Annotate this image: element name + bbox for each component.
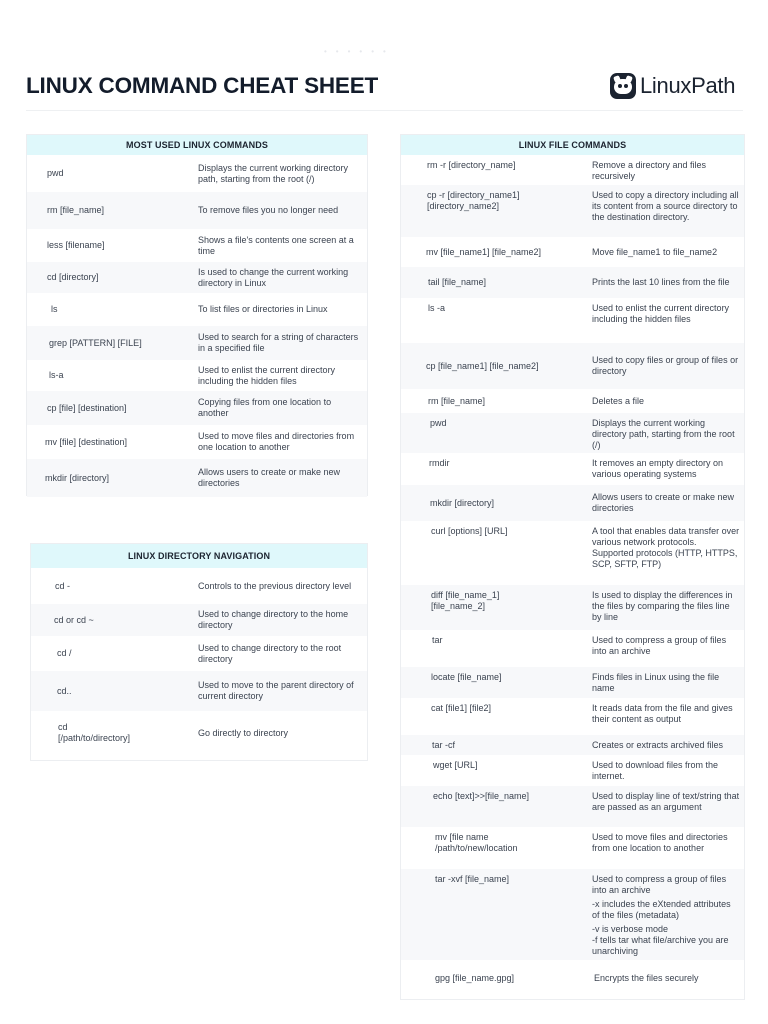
- table-row: [31, 604, 367, 636]
- table-row: [401, 185, 744, 237]
- description-cell: Used to download files from the internet.: [592, 760, 719, 781]
- command-cell: gpg [file_name.gpg]: [435, 972, 515, 983]
- command-cell: pwd: [47, 168, 64, 178]
- table-row: [401, 155, 744, 185]
- description-cell: Encrypts the files securely: [594, 972, 699, 983]
- page-title: LINUX COMMAND CHEAT SHEET: [26, 73, 379, 98]
- table-row: [401, 389, 744, 413]
- command-cell: cp [file] [destination]: [47, 402, 127, 413]
- table-row: [401, 869, 744, 960]
- command-cell: ls-a: [49, 370, 64, 380]
- table-row: [401, 298, 744, 343]
- command-cell: pwd: [430, 418, 447, 428]
- description-cell: Used to search for a string of characters in a specified file: [198, 332, 359, 353]
- table-row: [31, 636, 367, 671]
- table-row: [401, 585, 744, 630]
- navigation-rows: [31, 568, 367, 755]
- description-cell: Used to enlist the current directory including the hidden files: [592, 303, 730, 324]
- command-cell: diff [file_name_1] [file_name_2]: [431, 590, 500, 611]
- command-cell: rmdir: [429, 458, 450, 468]
- description-cell: Used to compress a group of files into an archive: [592, 635, 727, 656]
- command-cell: rm -r [directory_name]: [427, 160, 516, 170]
- command-cell: ls: [51, 304, 58, 314]
- command-cell: less [filename]: [47, 240, 105, 250]
- description-cell: Allows users to create or make new directories: [198, 467, 341, 488]
- table-row: [27, 391, 367, 425]
- table-row: [401, 698, 744, 735]
- command-cell: rm [file_name]: [428, 395, 486, 406]
- table-row: [31, 568, 367, 604]
- description-cell: [592, 874, 744, 957]
- table-row: [27, 425, 367, 459]
- command-cell: mv [file name /path/to/new/location: [435, 832, 518, 853]
- panel-title: LINUX FILE COMMANDS: [401, 135, 744, 155]
- description-cell: Used to move files and directories from one location to another: [198, 431, 355, 452]
- table-row: [401, 485, 744, 521]
- table-row: [401, 237, 744, 267]
- table-row: [401, 827, 744, 869]
- command-cell: locate [file_name]: [431, 672, 502, 682]
- description-cell: It removes an empty directory on various operating systems: [592, 458, 724, 479]
- table-row: [401, 960, 744, 996]
- command-cell: cd [directory]: [47, 272, 99, 282]
- directory-navigation-panel: [30, 543, 368, 761]
- decorative-dots: ••••••: [324, 47, 395, 56]
- description-cell: Used to enlist the current directory including the hidden files: [198, 364, 336, 386]
- table-row: [27, 326, 367, 360]
- command-cell: tar -xvf [file_name]: [435, 874, 510, 884]
- description-cell: Used to move files and directories from one location to another: [592, 832, 728, 853]
- table-row: [401, 343, 744, 389]
- table-row: [401, 413, 744, 453]
- panel-title: LINUX DIRECTORY NAVIGATION: [31, 544, 367, 568]
- command-cell: cd..: [57, 685, 72, 696]
- description-cell: Used to copy files or group of files or directory: [592, 355, 739, 376]
- logo-text: LinuxPath: [640, 73, 736, 98]
- description-text: Used to compress a group of files into an archive: [592, 874, 727, 895]
- description-cell: Used to display line of text/string that are passed as an argument: [592, 791, 740, 812]
- command-cell: mkdir [directory]: [45, 472, 110, 483]
- description-cell: Used to change directory to the home directory: [198, 609, 349, 630]
- description-cell: Finds files in Linux using the file name: [592, 672, 720, 693]
- command-cell: cd -: [55, 580, 71, 591]
- table-row: [27, 459, 367, 497]
- table-row: [31, 671, 367, 711]
- command-cell: tail [file_name]: [428, 277, 487, 287]
- table-row: [27, 293, 367, 326]
- description-cell: It reads data from the file and gives their content as output: [592, 703, 733, 724]
- command-cell: cd [/path/to/directory]: [58, 722, 131, 743]
- description-cell: Used to copy a directory including all its content from a source directory to the destination directory.: [592, 190, 739, 222]
- command-cell: wget [URL]: [433, 760, 478, 770]
- description-cell: Move file_name1 to file_name2: [592, 246, 718, 257]
- table-row: [401, 786, 744, 827]
- table-row: [401, 755, 744, 786]
- option-x-note: -x includes the eXtended attributes of the files (metadata): [592, 899, 731, 920]
- command-cell: mv [file] [destination]: [45, 436, 128, 447]
- panel-title: MOST USED LINUX COMMANDS: [27, 135, 367, 155]
- option-f-note: -f tells tar what file/archive you are unarchiving: [592, 935, 729, 956]
- description-cell: To remove files you no longer need: [198, 205, 339, 215]
- command-cell: cd or cd ~: [54, 614, 94, 625]
- table-row: [401, 667, 744, 698]
- description-cell: Copying files from one location to another: [198, 397, 332, 418]
- most-used-commands-panel: [26, 134, 368, 496]
- table-row: [401, 267, 744, 298]
- command-cell: ls -a: [428, 303, 446, 313]
- file-command-rows: [401, 155, 744, 996]
- table-row: [27, 360, 367, 391]
- table-row: [401, 735, 744, 755]
- description-cell: Prints the last 10 lines from the file: [592, 277, 730, 287]
- header-divider: [26, 110, 743, 111]
- table-row: [27, 155, 367, 192]
- most-used-rows: [27, 155, 367, 497]
- penguin-logo-icon: [610, 73, 636, 99]
- command-cell: cp [file_name1] [file_name2]: [426, 360, 539, 371]
- description-cell: To list files or directories in Linux: [198, 304, 328, 314]
- table-row: [401, 630, 744, 667]
- description-cell: Go directly to directory: [198, 727, 289, 738]
- brand-logo: [610, 73, 735, 99]
- description-cell: Used to change directory to the root directory: [198, 642, 342, 664]
- option-v-note: -v is verbose mode: [592, 924, 669, 934]
- table-row: [401, 521, 744, 585]
- description-cell: Is used to change the current working directory in Linux: [198, 266, 349, 288]
- table-row: [27, 229, 367, 262]
- command-cell: cat [file1] [file2]: [431, 703, 492, 713]
- command-cell: grep [PATTERN] [FILE]: [49, 337, 142, 348]
- command-cell: cp -r [directory_name1] [directory_name2]: [427, 190, 520, 211]
- command-cell: mv [file_name1] [file_name2]: [426, 246, 542, 257]
- command-cell: cd /: [57, 648, 72, 658]
- command-cell: tar -cf: [432, 739, 456, 750]
- description-cell: Shows a file's contents one screen at a time: [198, 234, 354, 256]
- description-cell: Allows users to create or make new directories: [592, 492, 735, 513]
- table-row: [31, 711, 367, 755]
- command-cell: echo [text]>>[file_name]: [433, 791, 530, 801]
- file-commands-panel: [400, 134, 745, 1000]
- description-cell: Deletes a file: [592, 395, 645, 406]
- description-cell: A tool that enables data transfer over various network protocols. Supported protocols (HTTP, HTTPS, SCP, SFTP, FTP): [592, 526, 740, 569]
- command-cell: curl [options] [URL]: [431, 526, 508, 536]
- description-cell: Remove a directory and files recursively: [592, 160, 707, 181]
- description-cell: Controls to the previous directory level: [198, 580, 352, 591]
- table-row: [27, 192, 367, 229]
- description-cell: Displays the current working directory path, starting from the root (/): [592, 418, 735, 450]
- description-cell: Used to move to the parent directory of current directory: [198, 680, 354, 701]
- command-cell: mkdir [directory]: [430, 497, 495, 508]
- description-cell: Displays the current working directory path, starting from the root (/): [198, 162, 349, 184]
- table-row: [401, 453, 744, 485]
- table-row: [27, 262, 367, 293]
- command-cell: rm [file_name]: [47, 205, 105, 215]
- command-cell: tar: [432, 635, 443, 645]
- description-cell: Is used to display the differences in the files by comparing the files line by line: [592, 590, 733, 622]
- description-cell: Creates or extracts archived files: [592, 739, 724, 750]
